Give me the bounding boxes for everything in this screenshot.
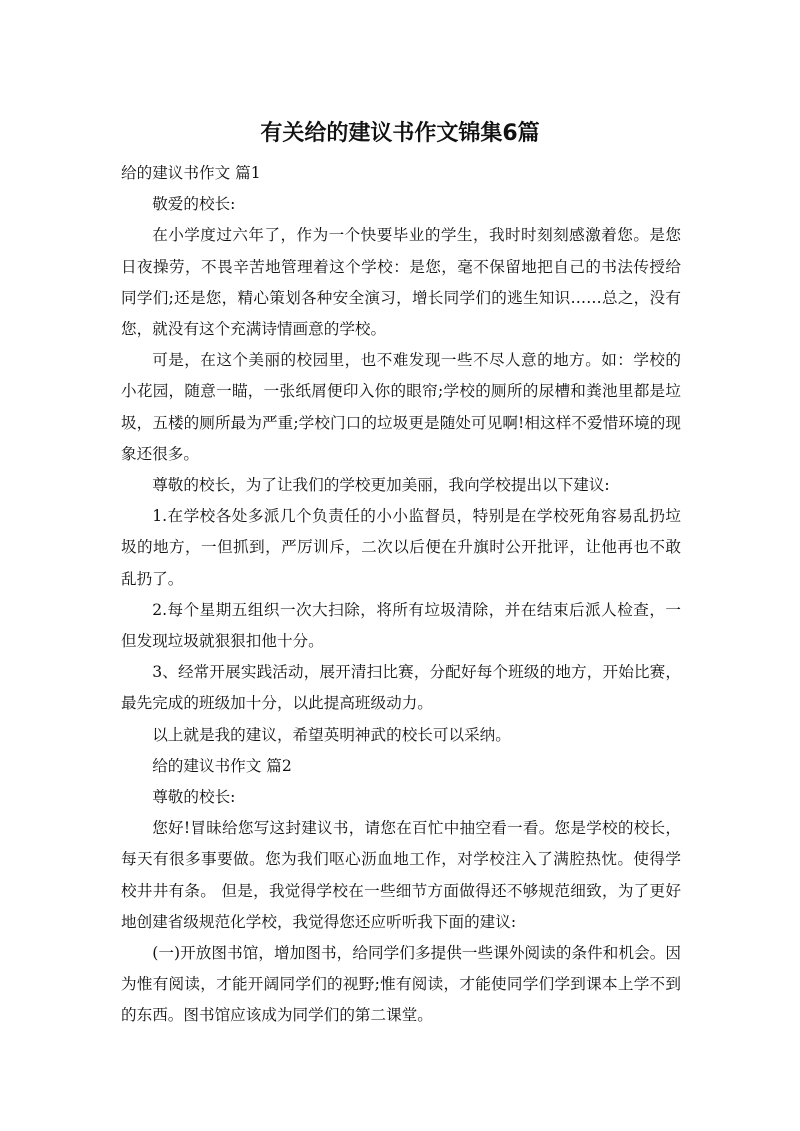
section-heading: 给的建议书作文 篇1 xyxy=(121,164,261,182)
paragraph: 以上就是我的建议，希望英明神武的校长可以采纳。 xyxy=(152,725,511,744)
section-heading: 给的建议书作文 篇2 xyxy=(152,756,292,775)
paragraph: 尊敬的校长: xyxy=(152,788,236,807)
paragraph: (一)开放图书馆，增加图书，给同学们多提供一些课外阅读的条件和机会。因为惟有阅读，才能开阔同学们的视野;惟有阅读，才能使同学们学到课本上学不到的东西。图书馆应该成为同学们的第二课堂。 xyxy=(121,944,681,1025)
paragraph: 敬爱的校长: xyxy=(152,195,236,214)
paragraph: 3、经常开展实践活动，展开清扫比赛，分配好每个班级的地方，开始比赛，最先完成的班级加十分，以此提高班级动力。 xyxy=(121,663,681,713)
paragraph: 在小学度过六年了，作为一个快要毕业的学生，我时时刻刻感激着您。是您日夜操劳，不畏辛苦地管理着这个学校：是您，毫不保留地把自己的书法传授给同学们;还是您，精心策划各种安全演习，增长同学们的逃生知识……总之，没有您，就没有这个充满诗情画意的学校。 xyxy=(121,226,681,339)
paragraph: 可是，在这个美丽的校园里，也不难发现一些不尽人意的地方。如：学校的小花园，随意一瞄，一张纸屑便印入你的眼帘;学校的厕所的尿槽和粪池里都是垃圾，五楼的厕所最为严重;学校门口的垃圾更是随处可见啊!相这样不爱惜环境的现象还很多。 xyxy=(121,351,681,463)
document-title: 有关给的建议书作文锦集6篇 xyxy=(260,121,540,146)
document-body xyxy=(121,158,681,1032)
paragraph: 1.在学校各处多派几个负责任的小小监督员，特别是在学校死角容易乱扔垃圾的地方，一但抓到，严厉训斥，二次以后便在升旗时公开批评，让他再也不敢乱扔了。 xyxy=(121,507,681,588)
paragraph: 2.每个星期五组织一次大扫除，将所有垃圾清除，并在结束后派人检查，一但发现垃圾就狠狠扣他十分。 xyxy=(121,600,681,651)
paragraph: 尊敬的校长，为了让我们的学校更加美丽，我向学校提出以下建议: xyxy=(152,476,610,495)
paragraph: 您好!冒昧给您写这封建议书，请您在百忙中抽空看一看。您是学校的校长，每天有很多事要做。您为我们呕心沥血地工作，对学校注入了满腔热忱。使得学校井井有条。 但是，我觉得学校在一些细节方面做得还不够规范细致，为了更好地创建省级规范化学校，我觉得您还应听听我下面的建议: xyxy=(121,819,681,931)
